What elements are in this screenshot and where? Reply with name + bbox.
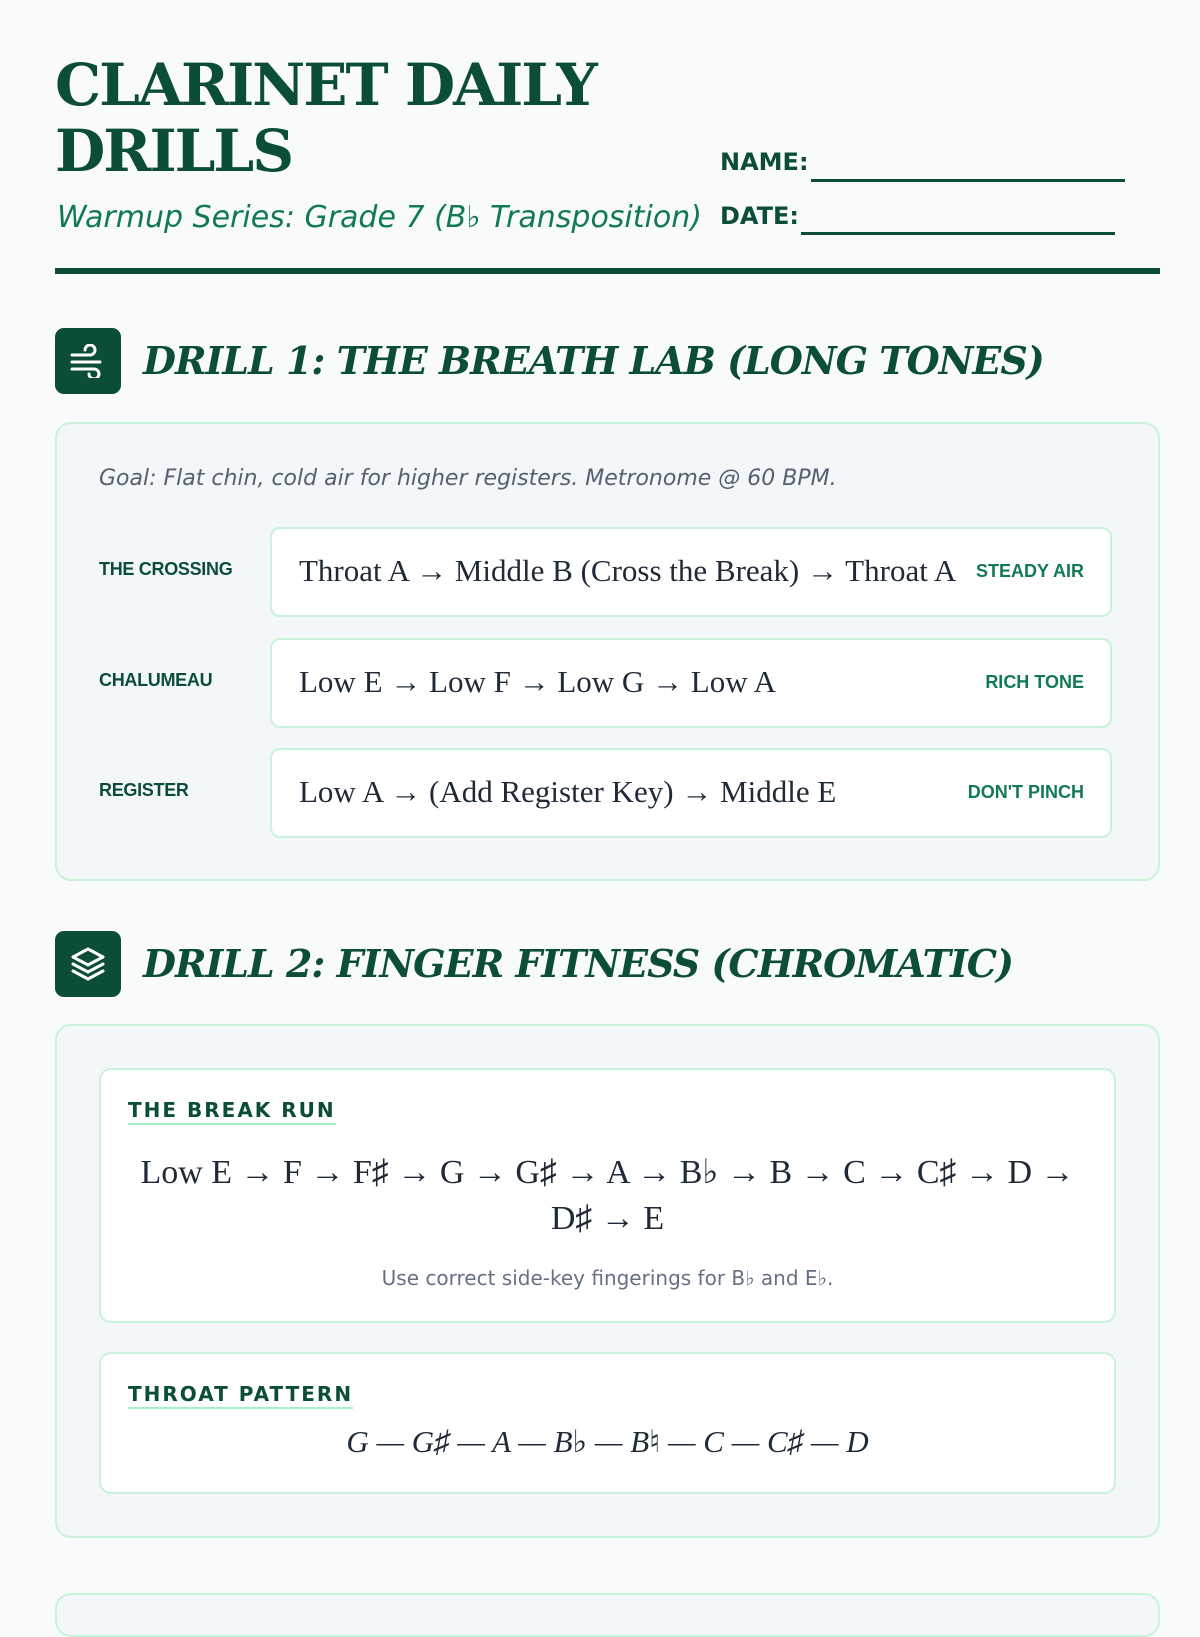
drill-1-goal: Goal: Flat chin, cold air for higher registers. Metronome @ 60 BPM. <box>99 466 837 491</box>
drill-1-card <box>55 422 1160 881</box>
tip-tag: RICH TONE <box>985 672 1084 692</box>
drill-2-title: DRILL 2: FINGER FITNESS (CHROMATIC) <box>143 941 1013 986</box>
sequence-box <box>270 527 1112 617</box>
drill-1-heading <box>55 328 1160 394</box>
throat-pattern-title: THROAT PATTERN <box>128 1382 353 1409</box>
long-tone-row <box>99 638 1114 728</box>
note-sequence: Low A → (Add Register Key) → Middle E <box>299 774 837 809</box>
throat-pattern-sequence: G — G♯ — A — B♭ — B♮ — C — C♯ — D <box>346 1424 869 1459</box>
row-label: THE CROSSING <box>99 559 233 579</box>
drill-2-card <box>55 1024 1160 1538</box>
header-divider <box>55 268 1160 274</box>
drill-1-title: DRILL 1: THE BREATH LAB (LONG TONES) <box>143 338 1044 383</box>
name-label: NAME: <box>720 148 809 176</box>
page-title: CLARINET DAILY DRILLS <box>55 51 596 185</box>
worksheet-page <box>55 0 1160 1600</box>
note-sequence: Throat A → Middle B (Cross the Break) → Throat A <box>299 553 957 588</box>
break-run-sequence: Low E → F → F♯ → G → G♯ → A → B♭ → B → C → C♯ → D → D♯ → E <box>140 1154 1075 1237</box>
row-label: CHALUMEAU <box>99 670 213 690</box>
worksheet-header <box>55 52 1160 270</box>
tip-tag: DON'T PINCH <box>967 782 1084 802</box>
throat-pattern-card <box>99 1352 1116 1494</box>
sequence-box <box>270 638 1112 728</box>
drill-2-heading <box>55 931 1160 997</box>
name-field[interactable] <box>811 179 1125 182</box>
row-label: REGISTER <box>99 780 189 800</box>
break-run-note: Use correct side-key fingerings for B♭ and E♭. <box>381 1266 834 1290</box>
long-tone-row <box>99 527 1114 617</box>
break-run-title: THE BREAK RUN <box>128 1098 336 1125</box>
date-label: DATE: <box>720 202 799 230</box>
note-sequence: Low E → Low F → Low G → Low A <box>299 664 777 699</box>
layers-icon <box>55 931 121 997</box>
sequence-box <box>270 748 1112 838</box>
date-field[interactable] <box>801 232 1115 235</box>
long-tone-row <box>99 748 1114 838</box>
break-run-card <box>99 1068 1116 1323</box>
tip-tag: STEADY AIR <box>975 561 1084 581</box>
page-subtitle: Warmup Series: Grade 7 (B♭ Transposition) <box>57 200 702 235</box>
wind-icon <box>55 328 121 394</box>
